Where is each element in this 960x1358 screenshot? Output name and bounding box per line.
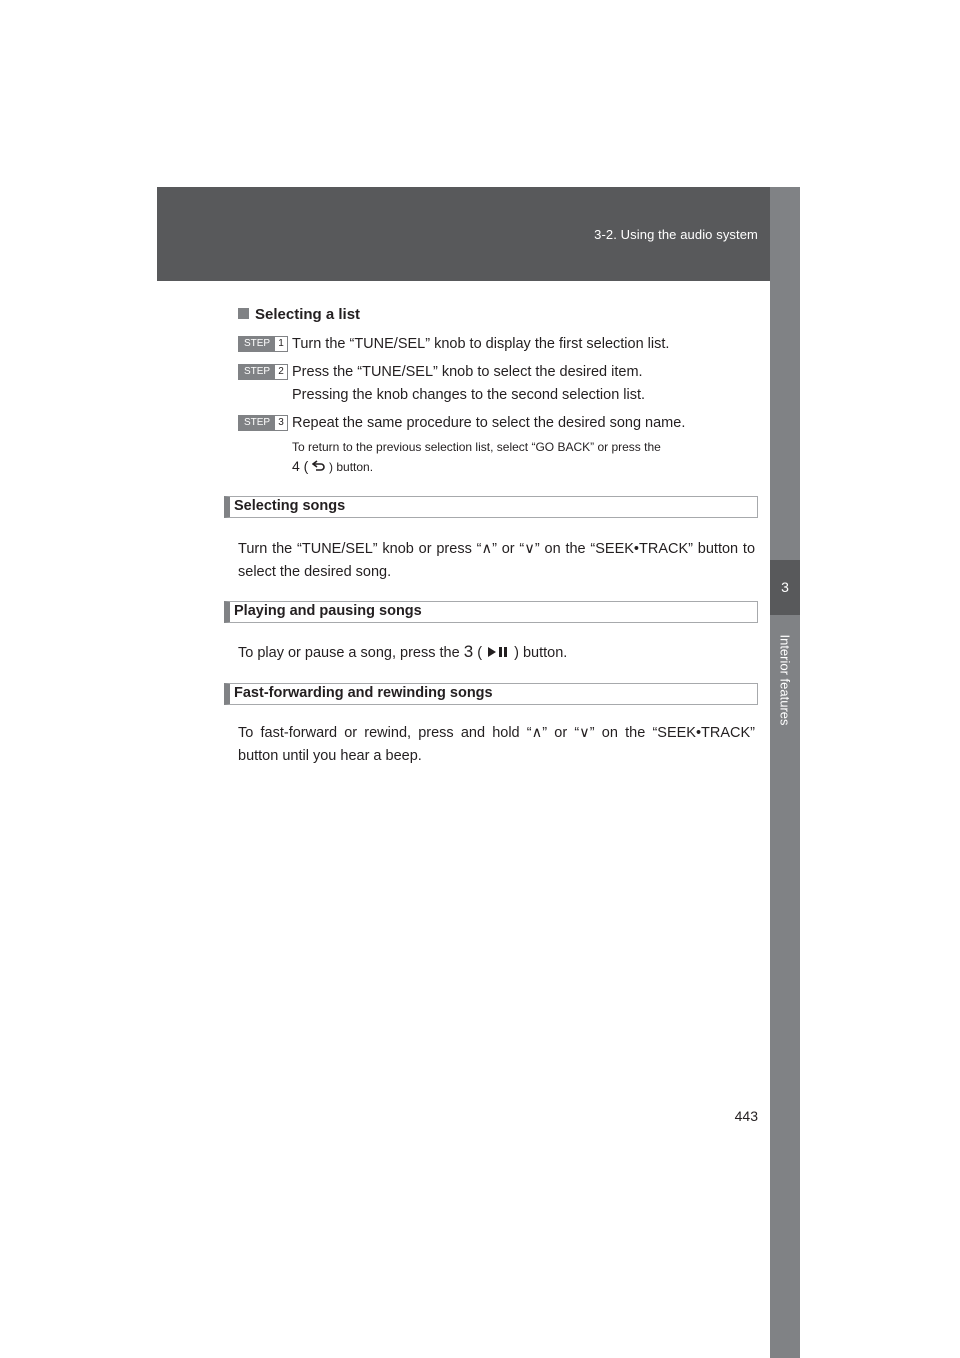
step-2-text: Press the “TUNE/SEL” knob to select the desired item. [292, 364, 643, 380]
section-header-selecting-songs: Selecting songs [224, 496, 758, 518]
section-title: 3-2. Using the audio system [594, 227, 758, 242]
square-bullet-icon [238, 308, 249, 319]
step-2-text-detail: Pressing the knob changes to the second selection list. [292, 387, 646, 403]
step-1-text: Turn the “TUNE/SEL” knob to display the first selection list. [292, 336, 670, 352]
selecting-songs-text: Turn the “TUNE/SEL” knob or press “∧” or “∨” on the “SEEK•TRACK” button to select the desired song. [238, 541, 756, 580]
section-header-fast-forward-rewind: Fast-forwarding and rewinding songs [224, 683, 758, 705]
fast-forward-rewind-text: To fast-forward or rewind, press and hold “∧” or “∨” on the “SEEK•TRACK” button until you hear a beep. [238, 725, 756, 764]
step-badge-1: STEP 1 [238, 336, 288, 352]
header-bar [157, 187, 800, 281]
section-header-playing-pausing: Playing and pausing songs [224, 601, 758, 623]
chapter-label: Interior features [777, 634, 793, 726]
step-badge-2: STEP 2 [238, 364, 288, 380]
page-number: 443 [734, 1108, 758, 1124]
side-tab [770, 187, 800, 1358]
go-back-note: To return to the previous selection list, select “GO BACK” or press the 4 ( ) button. [292, 440, 661, 474]
chapter-number: 3 [781, 579, 789, 595]
subsection-title: Selecting a list [238, 306, 360, 323]
play-pause-icon [486, 646, 510, 658]
playing-pausing-text: To play or pause a song, press the 3 ( ) button. [238, 642, 568, 661]
step-3-text: Repeat the same procedure to select the desired song name. [292, 415, 686, 431]
step-badge-3: STEP 3 [238, 415, 288, 431]
back-arrow-icon [312, 460, 326, 472]
